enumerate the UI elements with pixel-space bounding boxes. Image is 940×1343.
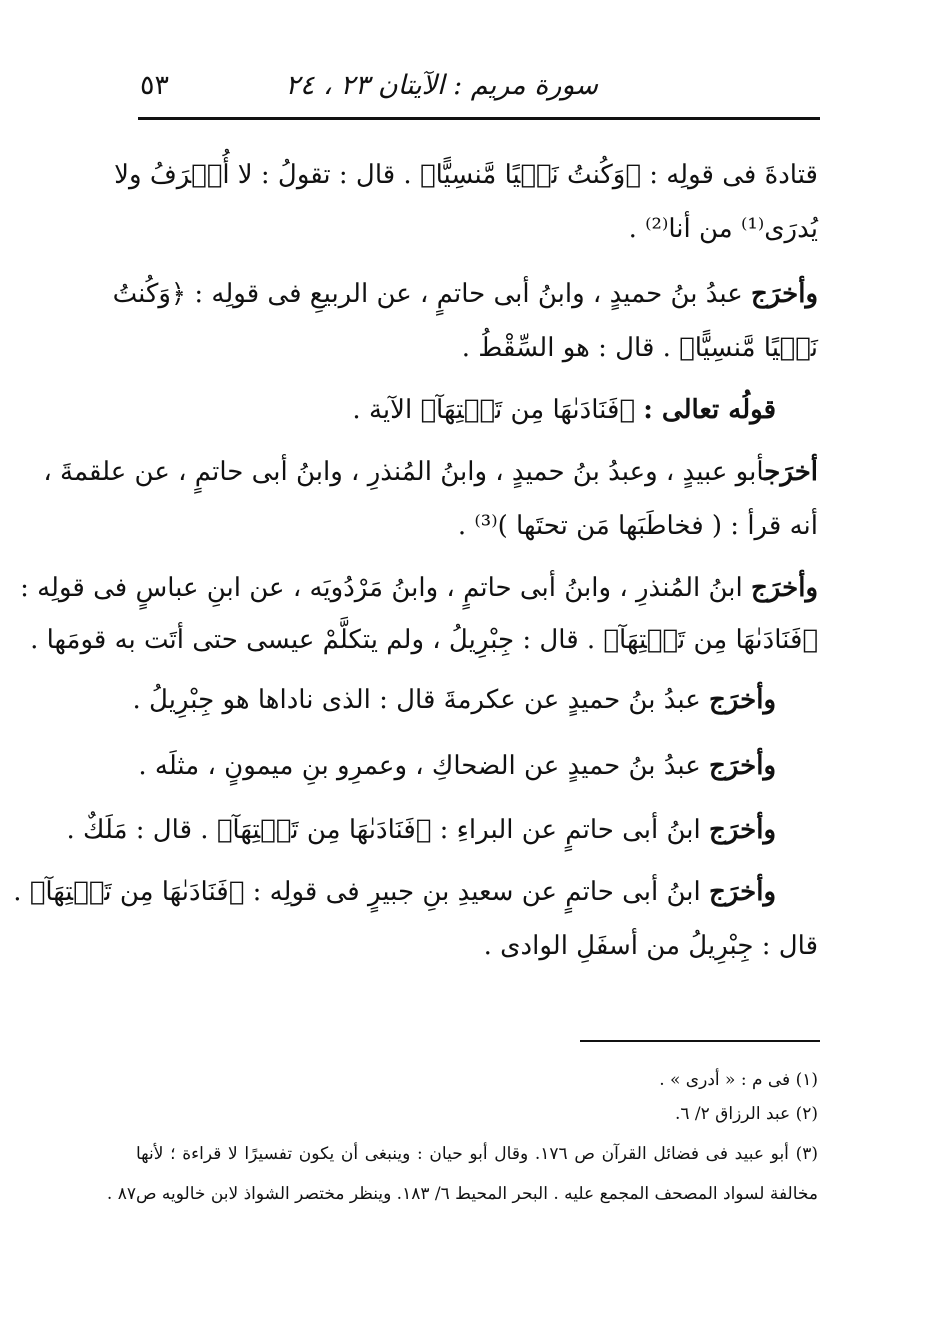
page-number: ٥٣ (140, 70, 170, 101)
lead-word: وأخرَج (751, 279, 818, 309)
verse-heading: قولُه تعالى : ﴿فَنَادَىٰهَا مِن تَحۡتِهَآ﴾ الآية . (352, 395, 776, 425)
verse-heading-lead: قولُه تعالى : (643, 395, 776, 425)
footnote-2: (٢) عبد الرزاق ٢/ ٦. (674, 1104, 818, 1124)
paragraph-6: وأخرَج عبدُ بنُ حميدٍ عن عكرمةَ قال : الذى ناداها هو جِبْرِيلُ . (132, 685, 776, 715)
header-rule (138, 117, 820, 120)
paragraph-5-line-2: ﴿فَنَادَىٰهَا مِن تَحۡتِهَآ﴾ . قال : جِبْرِيلُ ، ولم يتكلَّمْ عيسى حتى أتَت به قومَها . (30, 625, 818, 655)
running-title: سورة مريم : الآيتان ٢٣ ، ٢٤ (285, 70, 598, 101)
footnote-1: (١) فى م : « أدرى » . (659, 1070, 818, 1090)
lead-word: وأخرَج (709, 877, 776, 907)
paragraph-4-line-1: أخرَجأبو عبيدٍ ، وعبدُ بنُ حميدٍ ، وابنُ المُنذرِ ، وابنُ أبى حاتمٍ ، عن علقمةَ ، (43, 457, 818, 487)
lead-word: أخرَج (764, 457, 818, 487)
lead-word: وأخرَج (751, 573, 818, 603)
paragraph-1-line-1: قتادةَ فى قولِه : ﴿وَكُنتُ نَسۡيًا مَّنسِيًّا﴾ . قال : تقولُ : لا أُعۡرَفُ ولا (114, 160, 818, 190)
paragraph-9-line-1: وأخرَج ابنُ أبى حاتمٍ عن سعيدِ بنِ جبيرٍ فى قولِه : ﴿فَنَادَىٰهَا مِن تَحۡتِهَآ﴾ . (13, 877, 776, 907)
paragraph-7: وأخرَج عبدُ بنُ حميدٍ عن الضحاكِ ، وعمرِو بنِ ميمونٍ ، مثلَه . (138, 751, 776, 781)
paragraph-4-line-2: أنه قرأ : ( فخاطَبَها مَن تحتَها )⁽³⁾ . (457, 511, 818, 541)
footnote-3-line-2: مخالفة لسواد المصحف المجمع عليه . البحر المحيط ٦/ ١٨٣. وينظر مختصر الشواذ لابن خالويه ص٨٧ . (106, 1184, 818, 1204)
lead-word: وأخرَج (709, 815, 776, 845)
lead-word: وأخرَج (709, 685, 776, 715)
footnote-rule (580, 1040, 820, 1042)
paragraph-9-line-2: قال : جِبْرِيلُ من أسفَلِ الوادى . (483, 931, 818, 961)
footnote-3-line-1: (٣) أبو عبيد فى فضائل القرآن ص ١٧٦. وقال أبو حيان : وينبغى أن يكون تفسيرًا لا قراءة ؛ لأنها (136, 1144, 818, 1164)
paragraph-5-line-1: وأخرَج ابنُ المُنذرِ ، وابنُ أبى حاتمٍ ، وابنُ مَرْدُويَه ، عن ابنِ عباسٍ فى قولِه : (20, 573, 818, 603)
paragraph-2-line-2: نَسۡيًا مَّنسِيًّا﴾ . قال : هو السِّقْطُ . (461, 333, 818, 363)
lead-word: وأخرَج (709, 751, 776, 781)
paragraph-2-line-1: وأخرَج عبدُ بنُ حميدٍ ، وابنُ أبى حاتمٍ ، عن الربيعِ فى قولِه : ﴿وَكُنتُ (112, 279, 818, 309)
paragraph-8: وأخرَج ابنُ أبى حاتمٍ عن البراءِ : ﴿فَنَادَىٰهَا مِن تَحۡتِهَآ﴾ . قال : مَلَكٌ . (66, 815, 776, 845)
paragraph-1-line-2: يُدرَى⁽¹⁾ من أنا⁽²⁾ . (628, 214, 818, 244)
